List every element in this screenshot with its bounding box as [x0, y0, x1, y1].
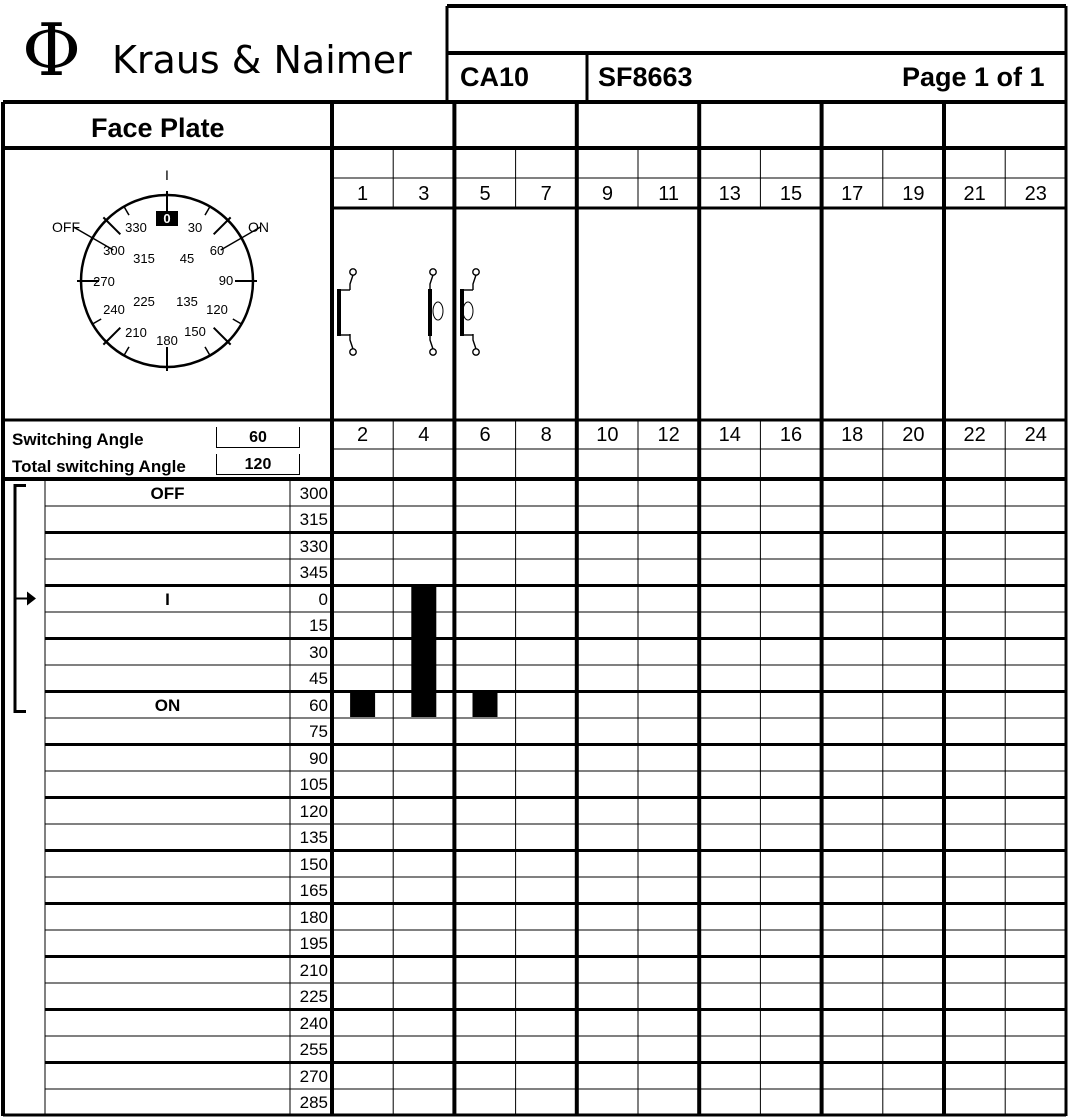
- dial-minor-tick: [124, 207, 129, 216]
- brand-name: Kraus & Naimer: [112, 38, 412, 82]
- terminal-top-3: 3: [418, 183, 430, 205]
- dial-off-label: OFF: [52, 219, 80, 235]
- dial-tick: [103, 328, 120, 345]
- position-angle: 345: [299, 563, 328, 582]
- position-angle: 270: [299, 1066, 328, 1086]
- dial-selected-angle: 0: [163, 211, 171, 226]
- terminal-bottom-16: 16: [779, 424, 803, 446]
- terminal-bottom-10: 10: [596, 424, 619, 446]
- series-code: CA10: [460, 62, 530, 92]
- dial-tick: [214, 328, 231, 345]
- terminal-bottom-8: 8: [540, 424, 552, 446]
- dial-number: 135: [176, 294, 198, 309]
- position-angle: 60: [309, 695, 328, 715]
- position-angle: 90: [309, 748, 328, 768]
- dial-tick: [103, 217, 120, 234]
- position-angle: 45: [309, 669, 328, 688]
- program-number: SF8663: [598, 62, 693, 92]
- position-angle: 315: [299, 510, 328, 529]
- dial-top-mark: I: [165, 167, 169, 183]
- dial-number: 60: [209, 243, 225, 258]
- position-angle: 105: [299, 775, 328, 794]
- terminal-top-19: 19: [902, 183, 925, 205]
- cam-icon: [463, 302, 473, 320]
- dial-number: 225: [133, 294, 155, 309]
- position-label: I: [165, 589, 170, 609]
- terminal-top-17: 17: [841, 183, 864, 205]
- dial-number: 30: [187, 220, 203, 235]
- terminal-bottom-4: 4: [418, 424, 430, 446]
- terminal-top-21: 21: [963, 183, 986, 205]
- dial-number: 330: [125, 220, 147, 235]
- position-angle: 210: [299, 960, 328, 980]
- position-angle: 240: [299, 1013, 328, 1033]
- contact-symbol-1-2: [337, 269, 356, 355]
- dial-minor-tick: [93, 319, 102, 324]
- dial-minor-tick: [233, 319, 242, 324]
- dial-number: 270: [93, 274, 115, 289]
- page-indicator: Page 1 of 1: [902, 62, 1045, 92]
- contact-closed-bar: [411, 586, 436, 717]
- face-plate-title: Face Plate: [91, 113, 225, 143]
- dial-number: 90: [218, 273, 234, 288]
- dial-on-label: ON: [248, 219, 269, 235]
- dial-minor-tick: [205, 347, 210, 356]
- position-angle: 30: [309, 642, 328, 662]
- dial-minor-tick: [124, 347, 129, 356]
- terminal-top-23: 23: [1024, 183, 1047, 205]
- terminal-bottom-22: 22: [963, 424, 986, 446]
- terminal-bottom-20: 20: [902, 424, 925, 446]
- total-switching-angle-value: 120: [216, 454, 300, 475]
- terminal-bottom-12: 12: [657, 424, 680, 446]
- position-angle: 180: [299, 907, 328, 927]
- position-angle: 195: [299, 934, 328, 953]
- position-angle: 150: [299, 854, 328, 874]
- contact-closed-bar: [473, 692, 498, 717]
- position-angle: 225: [299, 987, 328, 1006]
- position-angle: 285: [299, 1093, 328, 1112]
- contact-symbol-3-4: [428, 269, 436, 355]
- terminal-top-5: 5: [479, 183, 491, 205]
- dial-number: 180: [156, 333, 178, 348]
- cam-icon: [433, 302, 443, 320]
- terminal-top-13: 13: [718, 183, 741, 205]
- dial-minor-tick: [205, 207, 210, 216]
- terminal-top-11: 11: [658, 183, 679, 205]
- position-angle: 15: [309, 616, 328, 635]
- position-angle: 300: [299, 483, 328, 503]
- terminal-top-7: 7: [540, 183, 552, 205]
- switching-angle-label: Switching Angle: [12, 430, 144, 449]
- terminal-bottom-24: 24: [1024, 424, 1047, 446]
- position-angle: 0: [318, 589, 328, 609]
- dial-number: 45: [179, 251, 195, 266]
- total-switching-angle-label: Total switching Angle: [12, 457, 186, 476]
- switching-angle-value: 60: [216, 427, 300, 448]
- start-arrow-icon: [27, 592, 36, 606]
- dial-number: 210: [125, 325, 147, 340]
- terminal-bottom-2: 2: [357, 424, 369, 446]
- dial-number: 300: [103, 243, 125, 258]
- logo-phi-icon: Φ: [22, 8, 82, 92]
- terminal-top-15: 15: [779, 183, 803, 205]
- position-angle: 330: [299, 536, 328, 556]
- position-angle: 255: [299, 1040, 328, 1059]
- dial-number: 150: [184, 324, 206, 339]
- terminal-bottom-14: 14: [718, 424, 741, 446]
- position-angle: 165: [299, 881, 328, 900]
- dial-number: 120: [206, 302, 228, 317]
- terminal-bottom-6: 6: [479, 424, 491, 446]
- terminal-top-1: 1: [357, 183, 369, 205]
- dial-number: 240: [103, 302, 125, 317]
- terminal-top-9: 9: [601, 183, 613, 205]
- dial-tick: [214, 217, 231, 234]
- dial-number: 315: [133, 251, 155, 266]
- position-label: OFF: [150, 483, 185, 503]
- position-angle: 75: [309, 722, 328, 741]
- position-angle: 135: [299, 828, 328, 847]
- position-label: ON: [154, 695, 181, 715]
- terminal-bottom-18: 18: [841, 424, 864, 446]
- position-angle: 120: [299, 801, 328, 821]
- contact-closed-bar: [350, 692, 375, 717]
